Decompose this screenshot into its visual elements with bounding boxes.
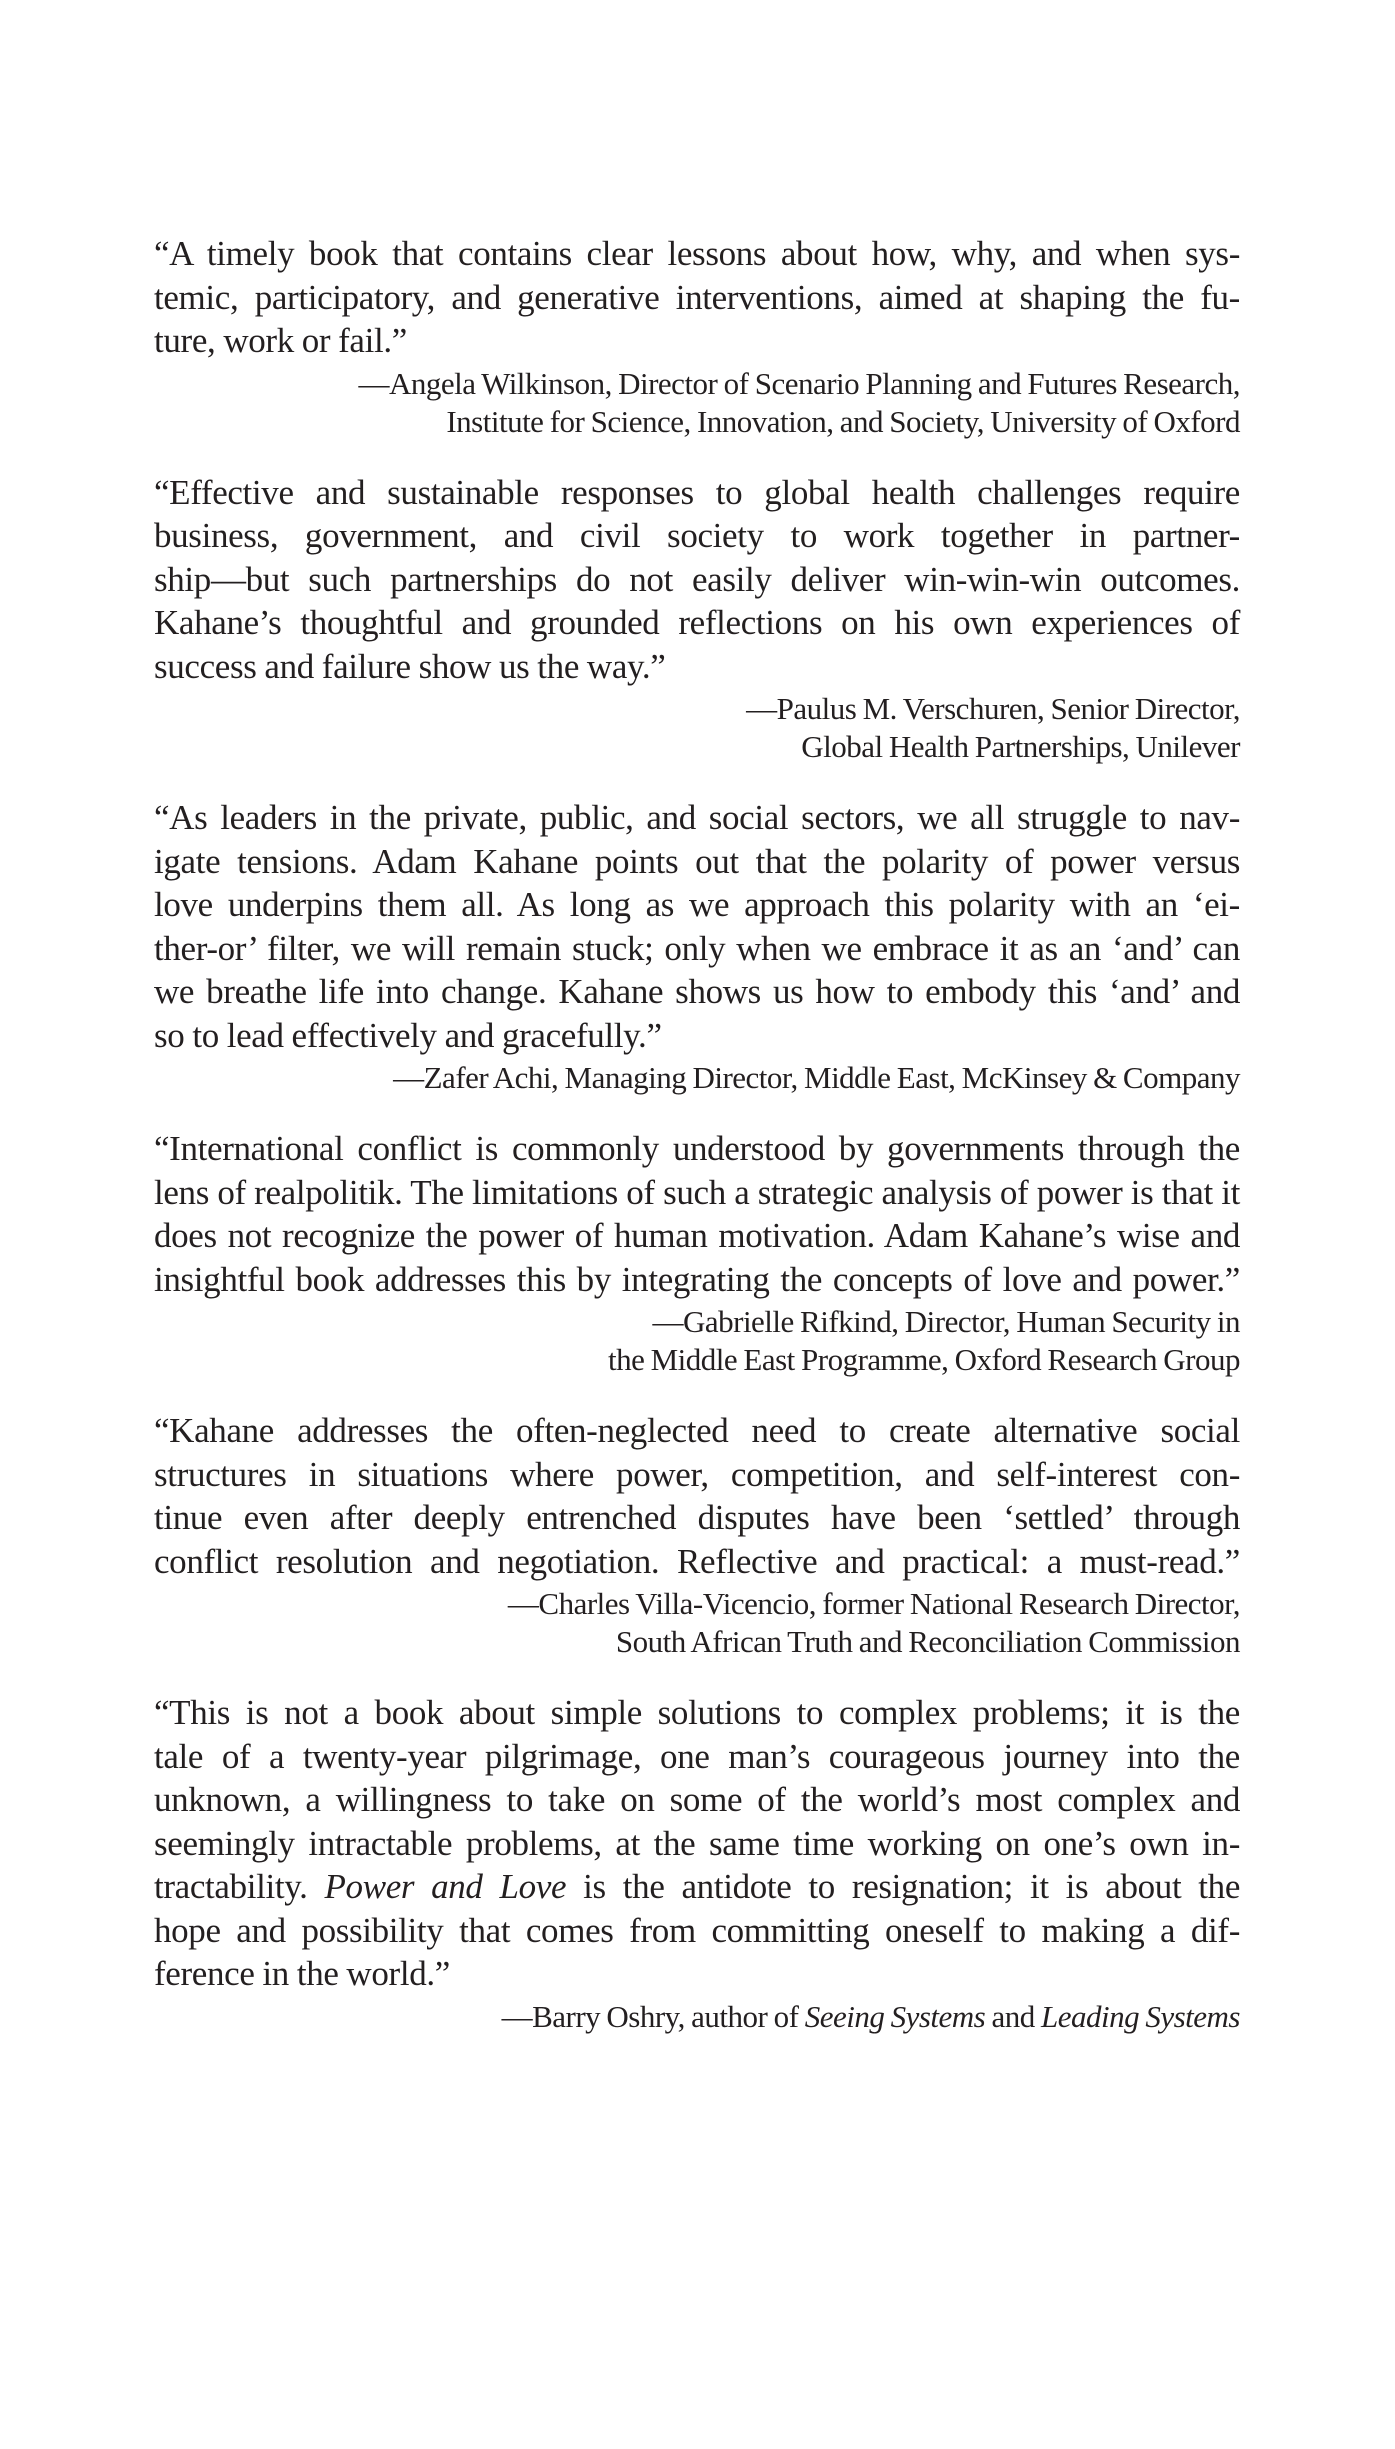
quote-line: “This is not a book about simple solutions to complex problems; it is the xyxy=(154,1693,1240,1732)
quote-line xyxy=(154,1865,1240,1909)
quote-line: love underpins them all. As long as we approach this polarity with an ‘ei- xyxy=(154,885,1240,924)
quote-text: tractability. xyxy=(154,1867,325,1906)
quote-line: “International conflict is commonly understood by governments through the xyxy=(154,1129,1240,1168)
attribution-line: —Charles Villa-Vicencio, former National Research Director, xyxy=(507,1586,1240,1621)
quote-line: Kahane’s thoughtful and grounded reflections on his own experiences of xyxy=(154,603,1240,642)
quote-line: “Kahane addresses the often-neglected need to create alternative social xyxy=(154,1411,1240,1450)
endorsement-attribution xyxy=(154,690,1240,766)
quote-line: ther-or’ filter, we will remain stuck; only when we embrace it as an ‘and’ can xyxy=(154,928,1240,968)
attribution-text: —Barry Oshry, author of xyxy=(501,1998,805,2034)
quote-line: lens of realpolitik. The limitations of such a strategic analysis of power is that it xyxy=(154,1172,1240,1212)
attribution-text: and xyxy=(985,1998,1041,2034)
attribution-line: the Middle East Programme, Oxford Research Group xyxy=(607,1342,1240,1377)
endorsement-villa-vicencio xyxy=(154,1409,1240,1661)
quote-text: is the antidote to resignation; it is about the xyxy=(566,1867,1241,1906)
quote-line: structures in situations where power, competition, and self-interest con- xyxy=(154,1454,1240,1494)
book-title-power-and-love: Power and Love xyxy=(324,1867,567,1906)
endorsement-attribution xyxy=(154,1585,1240,1661)
quote-line: tinue even after deeply entrenched disputes have been ‘settled’ through xyxy=(154,1498,1240,1537)
endorsement-quote xyxy=(154,796,1240,1057)
endorsement-quote xyxy=(154,1127,1240,1301)
attribution-line: —Gabrielle Rifkind, Director, Human Security in xyxy=(652,1304,1240,1339)
endorsement-attribution xyxy=(154,1059,1240,1097)
quote-line: so to lead effectively and gracefully.” xyxy=(154,1015,662,1055)
quote-line: conflict resolution and negotiation. Reflective and practical: a must-read.” xyxy=(154,1541,1240,1581)
quote-line: igate tensions. Adam Kahane points out that the polarity of power versus xyxy=(154,841,1240,881)
quote-line: temic, participatory, and generative interventions, aimed at shaping the fu- xyxy=(154,277,1240,317)
quote-line: ship—but such partnerships do not easily deliver win-win-win outcomes. xyxy=(154,559,1240,599)
quote-line: success and failure show us the way.” xyxy=(154,646,666,686)
quote-line: “Effective and sustainable responses to global health challenges require xyxy=(154,472,1240,512)
endorsement-achi xyxy=(154,796,1240,1097)
endorsement-quote xyxy=(154,471,1240,689)
endorsement-attribution xyxy=(154,1998,1240,2036)
blurbs-page xyxy=(154,232,1240,2066)
quote-line: hope and possibility that comes from committing oneself to making a dif- xyxy=(154,1910,1240,1950)
attribution-line: Global Health Partnerships, Unilever xyxy=(801,729,1240,764)
endorsement-verschuren xyxy=(154,471,1240,767)
quote-line: ture, work or fail.” xyxy=(154,321,407,360)
quote-line: “A timely book that contains clear lessons about how, why, and when sys- xyxy=(154,234,1240,273)
attribution-line: —Angela Wilkinson, Director of Scenario Planning and Futures Research, xyxy=(358,365,1240,401)
attribution-line: —Paulus M. Verschuren, Senior Director, xyxy=(746,691,1240,726)
quote-line: ference in the world.” xyxy=(154,1954,450,1993)
quote-line: unknown, a willingness to take on some of the world’s most complex and xyxy=(154,1780,1240,1819)
quote-line: tale of a twenty-year pilgrimage, one man’s courageous journey into the xyxy=(154,1736,1240,1776)
book-title-leading-systems: Leading Systems xyxy=(1040,1998,1240,2034)
attribution-line: —Zafer Achi, Managing Director, Middle East, McKinsey & Company xyxy=(393,1060,1240,1095)
book-title-seeing-systems: Seeing Systems xyxy=(804,1998,986,2034)
endorsement-quote xyxy=(154,1409,1240,1583)
quote-line: “As leaders in the private, public, and social sectors, we all struggle to nav- xyxy=(154,798,1240,837)
attribution-line: South African Truth and Reconciliation Commission xyxy=(615,1624,1240,1659)
quote-line: seemingly intractable problems, at the same time working on one’s own in- xyxy=(154,1823,1240,1863)
attribution-line xyxy=(154,1998,1240,2036)
endorsement-oshry xyxy=(154,1691,1240,2036)
quote-line: we breathe life into change. Kahane shows us how to embody this ‘and’ and xyxy=(154,972,1240,1011)
quote-line: business, government, and civil society to work together in partner- xyxy=(154,516,1240,555)
endorsement-quote xyxy=(154,232,1240,363)
quote-line: does not recognize the power of human motivation. Adam Kahane’s wise and xyxy=(154,1216,1240,1255)
endorsement-wilkinson xyxy=(154,232,1240,441)
endorsement-attribution xyxy=(154,365,1240,441)
attribution-line: Institute for Science, Innovation, and Society, University of Oxford xyxy=(446,403,1240,439)
endorsement-attribution xyxy=(154,1303,1240,1379)
endorsement-quote xyxy=(154,1691,1240,1996)
quote-line: insightful book addresses this by integrating the concepts of love and power.” xyxy=(154,1259,1240,1299)
endorsement-rifkind xyxy=(154,1127,1240,1379)
